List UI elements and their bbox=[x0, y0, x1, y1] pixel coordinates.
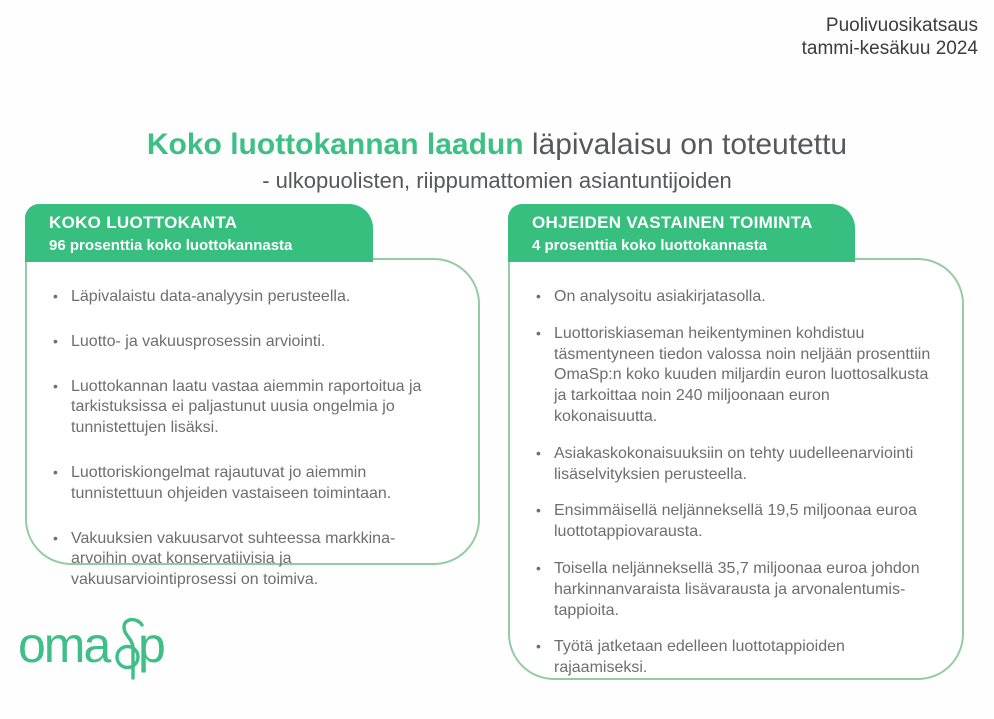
list-item: • Luottokannan laatu vastaa aiemmin raportoitua ja tarkistuksissa ei paljastunut uusia ongelmia jo tunnistettujen lisäksi. bbox=[51, 377, 450, 439]
list-item: • Luottoriskiongelmat rajautuvat jo aiemmin tunnistettuun ohjeiden vastaiseen toimintaan. bbox=[51, 463, 450, 505]
report-period-line1: Puolivuosikatsaus bbox=[825, 15, 978, 36]
list-item: • Ensimmäisellä neljänneksellä 19,5 miljoonaa euroa luottotappiovarausta. bbox=[534, 501, 934, 543]
list-item: • Luotto- ja vakuusprosessin arviointi. bbox=[51, 332, 450, 353]
card-body-koko-luottokanta bbox=[25, 258, 480, 589]
page-subtitle: - ulkopuolisten, riippumattomien asiantuntijoiden bbox=[262, 167, 732, 193]
list-item: • Vakuuksien vakuusarvot suhteessa markkina-arvoihin ovat konservatiivisia ja vakuusarviointiprosessi on toimiva. bbox=[51, 529, 450, 591]
card-header-subtitle: 96 prosenttia koko luottokannasta bbox=[49, 237, 293, 254]
page-title bbox=[0, 128, 994, 163]
card-header-koko-luottokanta bbox=[25, 204, 373, 262]
list-item: • Luottoriskiaseman heikentyminen kohdistuu täsmentyneen tiedon valossa noin neljään prosenttiin OmaSp:n koko kuuden miljardin euron luottosalkusta ja tarkoittaa noin 240 miljoonaan euron kokonaisuutta. bbox=[534, 324, 934, 428]
card-header-title: KOKO LUOTTOKANTA bbox=[49, 213, 238, 232]
bullet-list-ohjeiden-vastainen-toiminta bbox=[534, 287, 934, 679]
report-period-line2: tammi-kesäkuu 2024 bbox=[801, 37, 978, 59]
card-header-title: OHJEIDEN VASTAINEN TOIMINTA bbox=[532, 213, 813, 232]
card-body-ohjeiden-vastainen-toiminta bbox=[508, 258, 964, 680]
report-period-label bbox=[802, 15, 978, 61]
card-header-subtitle: 4 prosenttia koko luottokannasta bbox=[532, 237, 768, 254]
list-item: • Asiakaskokonaisuuksiin on tehty uudelleenarviointi lisäselvityksien perusteella. bbox=[534, 444, 934, 486]
omasp-logo-text-oma: oma bbox=[18, 617, 110, 673]
card-header-ohjeiden-vastainen-toiminta bbox=[508, 204, 855, 262]
omasp-logo-text-p: p bbox=[138, 617, 166, 673]
page-title-rest: läpivalaisu on toteutettu bbox=[523, 128, 848, 161]
list-item: • Toisella neljänneksellä 35,7 miljoonaa euroa johdon harkinnanvaraista lisävarausta ja arvonalentumis-tappioita. bbox=[534, 559, 934, 621]
omasp-logo bbox=[18, 614, 188, 694]
list-item: • On analysoitu asiakirjatasolla. bbox=[534, 287, 934, 308]
title-block bbox=[0, 128, 994, 194]
list-item: • Työtä jatketaan edelleen luottotappioiden rajaamiseksi. bbox=[534, 637, 934, 679]
bullet-list-koko-luottokanta bbox=[51, 287, 450, 591]
page-title-highlight: Koko luottokannan laadun bbox=[146, 128, 524, 161]
list-item: • Läpivalaistu data-analyysin perusteella. bbox=[51, 287, 450, 308]
